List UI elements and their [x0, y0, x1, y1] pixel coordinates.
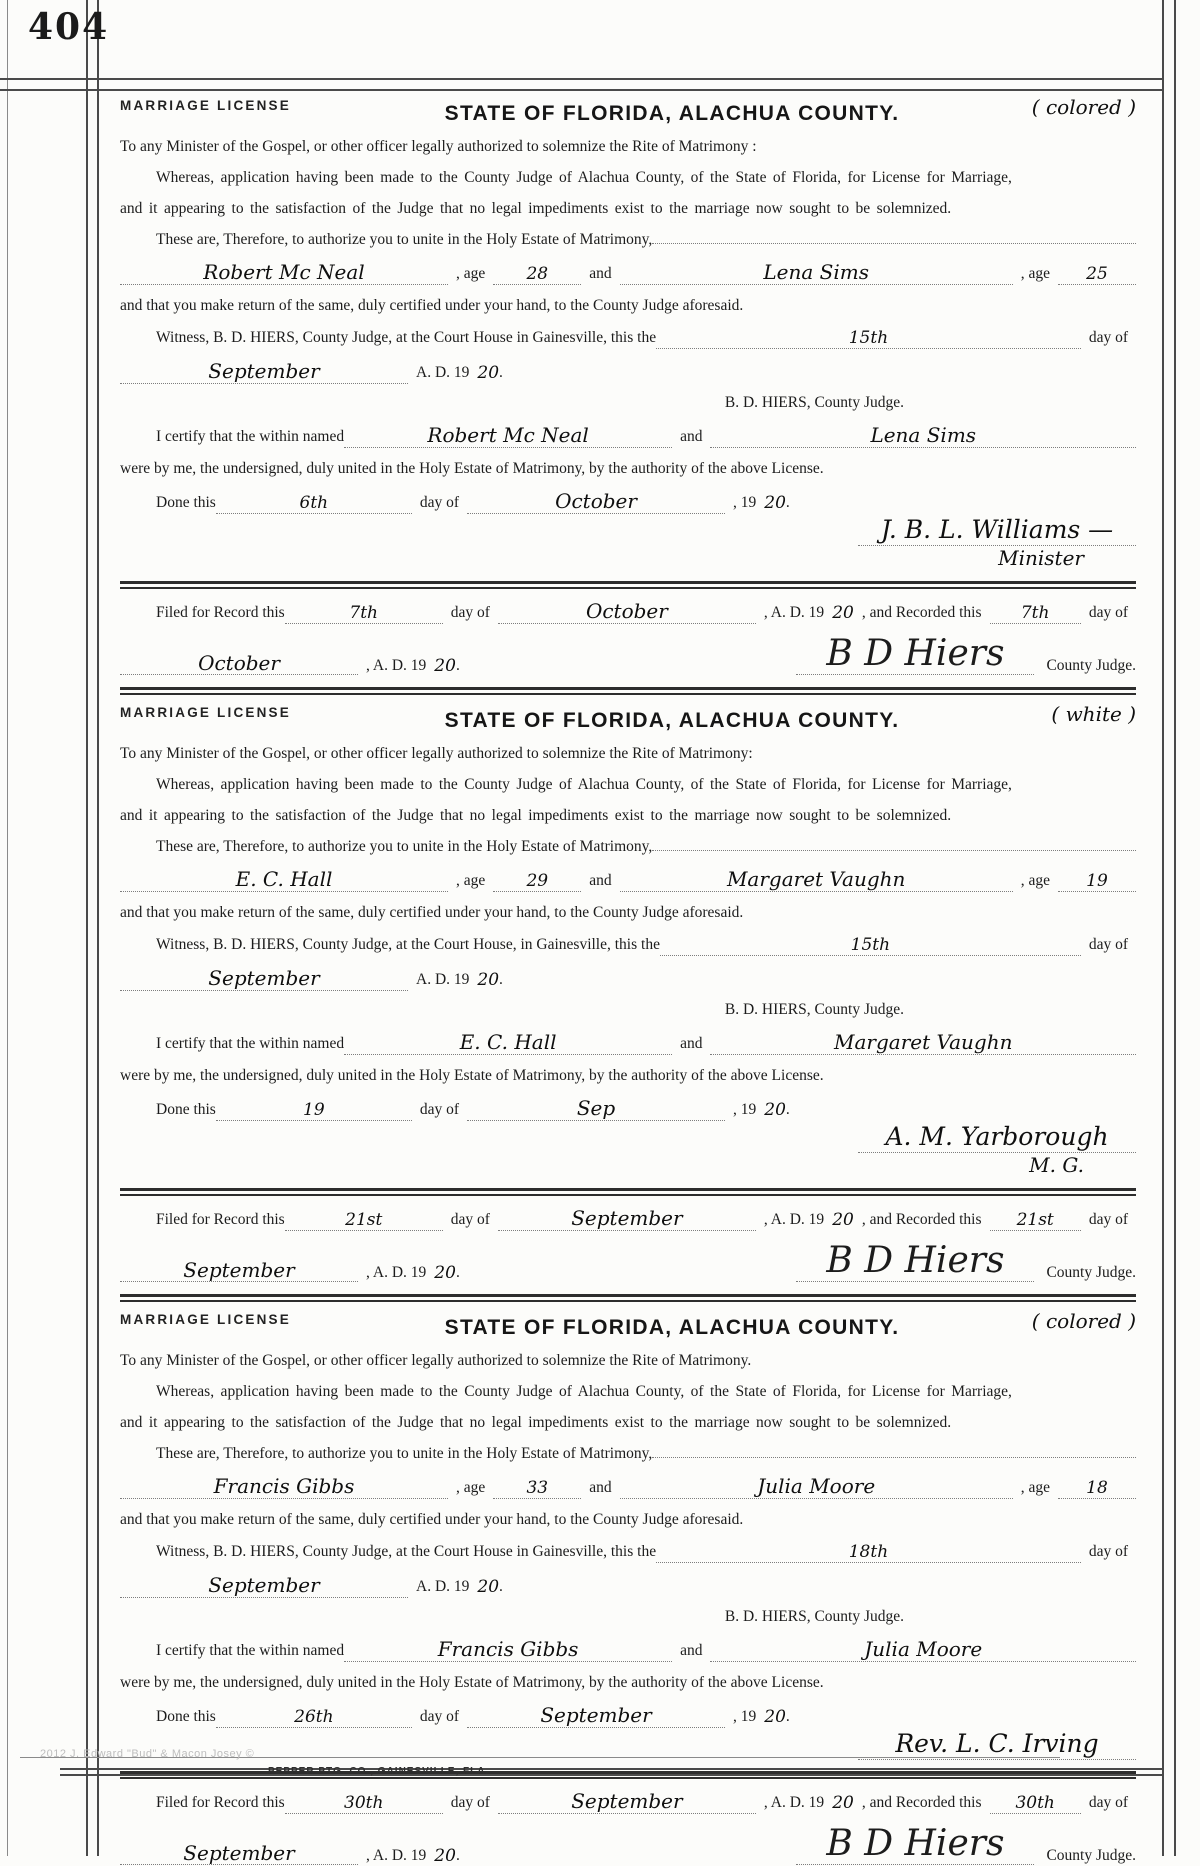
done-year: 20	[764, 1100, 786, 1120]
recorded-month-field	[120, 1259, 358, 1282]
age-label: , age	[1020, 265, 1050, 282]
done-day-field	[216, 492, 412, 514]
groom-name: Robert Mc Neal	[203, 260, 365, 284]
day-of-label: day of	[450, 1211, 490, 1228]
bride-age-field	[1058, 263, 1136, 285]
united-line: were by me, the undersigned, duly united in the Holy Estate of Matrimony, by the authority of the above License.	[120, 460, 824, 477]
recorded-day-field	[990, 602, 1081, 624]
certified-bride: Lena Sims	[870, 423, 977, 447]
page-edge-rule	[7, 0, 8, 1856]
groom-name: Francis Gibbs	[213, 1474, 355, 1498]
day-of-label: day of	[1088, 329, 1128, 346]
certified-groom: Francis Gibbs	[437, 1637, 579, 1661]
ad19-label: A. D. 19	[416, 364, 470, 381]
comma19-label: , 19	[733, 494, 757, 511]
recorded-month: September	[183, 1841, 295, 1865]
authorize-rule-fill	[652, 1457, 1136, 1458]
witness-day-field	[656, 1541, 1081, 1563]
united-line: were by me, the undersigned, duly united in the Holy Estate of Matrimony, by the authority of the above License.	[120, 1674, 824, 1691]
period: .	[455, 1264, 460, 1281]
witness-month: September	[208, 1573, 320, 1597]
done-day: 26th	[294, 1707, 334, 1727]
certified-bride-field	[710, 1638, 1136, 1662]
officiant-signature-block	[120, 514, 1136, 569]
bride-age-field	[1058, 870, 1136, 892]
officiant-signature: Rev. L. C. Irving	[858, 1729, 1136, 1760]
witness-day-field	[656, 327, 1081, 349]
period: .	[785, 1708, 790, 1725]
filed-day-field	[285, 602, 443, 624]
groom-age-field	[493, 263, 581, 285]
race-annotation: ( colored )	[1031, 1309, 1136, 1333]
bride-age: 25	[1086, 264, 1108, 284]
archive-watermark: 2012 J. Edward "Bud" & Macon Josey ©	[40, 1748, 255, 1760]
judge-signature-block	[796, 1241, 1136, 1282]
day-of-label: day of	[419, 494, 460, 511]
printer-imprint: PEPPER PTG. CO., GAINESVILLE, FLA.	[268, 1766, 490, 1777]
done-day: 19	[303, 1100, 325, 1120]
names-line	[120, 261, 1136, 285]
bride-age: 19	[1086, 871, 1108, 891]
witness-month: September	[208, 966, 320, 990]
groom-name: E. C. Hall	[235, 867, 333, 891]
certified-bride-field	[710, 1031, 1136, 1055]
bride-name-field	[620, 261, 1013, 285]
bride-age-field	[1058, 1477, 1136, 1499]
period: .	[499, 971, 503, 988]
comma19-label: , 19	[733, 1708, 757, 1725]
judge-signature: B D Hiers	[796, 1241, 1034, 1282]
judge-attestation: B. D. HIERS, County Judge.	[724, 394, 904, 411]
day-of-label: day of	[1088, 936, 1128, 953]
bride-name: Julia Moore	[757, 1474, 876, 1498]
done-label: Done this	[156, 1101, 216, 1118]
filed-month: October	[585, 599, 668, 623]
recorded-day: 30th	[1015, 1793, 1055, 1813]
judge-signature: B D Hiers	[796, 634, 1034, 675]
record-end-rule	[120, 1294, 1136, 1302]
certified-groom-field	[344, 1638, 672, 1662]
filed-month: September	[571, 1789, 683, 1813]
day-of-label: day of	[450, 604, 490, 621]
witness-month-field	[120, 967, 408, 991]
filed-label: Filed for Record this	[156, 604, 285, 621]
and-label: and	[680, 428, 703, 445]
ad19-label: A. D. 19	[416, 971, 470, 988]
day-of-label: day of	[1088, 1211, 1128, 1228]
age-label: , age	[456, 872, 486, 889]
done-month-field	[467, 490, 725, 514]
and-label: and	[680, 1642, 703, 1659]
filed-month: September	[571, 1206, 683, 1230]
witness-line: Witness, B. D. HIERS, County Judge, at the Court House in Gainesville, this the	[156, 1543, 657, 1560]
filed-day-field	[285, 1209, 443, 1231]
day-of-label: day of	[1088, 1794, 1128, 1811]
comma19-label: , 19	[733, 1101, 757, 1118]
officiant-title: Minister	[998, 546, 1084, 570]
witness-day-field	[660, 934, 1081, 956]
comma-ad19-label: , A. D. 19	[366, 657, 427, 674]
filed-day: 21st	[345, 1210, 383, 1230]
day-of-label: day of	[450, 1794, 490, 1811]
county-judge-label: County Judge.	[1046, 1847, 1136, 1864]
and-label: and	[589, 872, 612, 889]
done-day: 6th	[299, 493, 329, 513]
groom-age: 29	[526, 871, 549, 891]
return-line: and that you make return of the same, duly certified under your hand, to the County Judge aforesaid.	[120, 297, 744, 314]
return-line: and that you make return of the same, duly certified under your hand, to the County Judge aforesaid.	[120, 904, 744, 921]
certified-groom: Robert Mc Neal	[427, 423, 589, 447]
certified-groom-field	[344, 424, 672, 448]
officiant-title: M. G.	[1029, 1153, 1084, 1177]
authorize-rule-fill	[652, 243, 1136, 244]
done-month: October	[555, 489, 637, 513]
certify-line: I certify that the within named	[156, 1035, 345, 1052]
done-day-field	[216, 1706, 412, 1728]
day-of-label: day of	[1088, 604, 1128, 621]
authorize-line: These are, Therefore, to authorize you to unite in the Holy Estate of Matrimony,	[156, 1445, 653, 1462]
groom-name-field	[120, 1475, 448, 1499]
record-header	[120, 701, 1136, 733]
filed-month-field	[498, 600, 756, 624]
bride-name-field	[620, 868, 1013, 892]
groom-age: 33	[526, 1478, 549, 1498]
bride-name: Lena Sims	[763, 260, 869, 284]
appearing-line: and it appearing to the satisfaction of the Judge that no legal impediments exist to the marriage now sought to be solemnized.	[120, 200, 952, 217]
certify-line: I certify that the within named	[156, 428, 345, 445]
groom-age-field	[493, 870, 581, 892]
day-of-label: day of	[1088, 1543, 1128, 1560]
race-annotation: ( white )	[1051, 702, 1136, 726]
authorize-line: These are, Therefore, to authorize you to unite in the Holy Estate of Matrimony,	[156, 231, 653, 248]
witness-month-field	[120, 1574, 408, 1598]
names-line	[120, 1475, 1136, 1499]
form-heading: STATE OF FLORIDA, ALACHUA COUNTY.	[444, 709, 900, 732]
section-divider-rule	[120, 1188, 1136, 1196]
form-label: MARRIAGE LICENSE	[120, 1312, 291, 1327]
certified-groom: E. C. Hall	[459, 1030, 557, 1054]
and-label: and	[589, 1479, 612, 1496]
filed-day-field	[285, 1792, 443, 1814]
age-label: , age	[456, 265, 486, 282]
filed-year: 20	[832, 1210, 854, 1230]
done-month-field	[467, 1704, 725, 1728]
done-year: 20	[764, 1707, 786, 1727]
age-label: , age	[1020, 1479, 1050, 1496]
witness-day: 15th	[850, 935, 891, 955]
certify-line: I certify that the within named	[156, 1642, 345, 1659]
certified-bride-field	[710, 424, 1136, 448]
judge-signature-block	[796, 634, 1136, 675]
recorded-month: September	[183, 1258, 295, 1282]
bride-name: Margaret Vaughn	[726, 867, 906, 891]
groom-name-field	[120, 261, 448, 285]
officiant-signature: J. B. L. Williams —	[858, 515, 1136, 546]
comma-ad19-label: , A. D. 19	[763, 1794, 825, 1811]
witness-line: Witness, B. D. HIERS, County Judge, at the Court House, in Gainesville, this the	[156, 936, 660, 953]
whereas-line: Whereas, application having been made to the County Judge of Alachua County, of the State of Florida, for License for Marriage,	[156, 1383, 1012, 1400]
comma-ad19-label: , A. D. 19	[366, 1847, 427, 1864]
names-line	[120, 868, 1136, 892]
witness-year: 20	[477, 1577, 500, 1597]
whereas-line: Whereas, application having been made to the County Judge of Alachua County, of the State of Florida, for License for Marriage,	[156, 169, 1012, 186]
period: .	[455, 1847, 460, 1864]
authorize-rule-fill	[652, 850, 1136, 851]
certified-bride: Julia Moore	[864, 1637, 983, 1661]
addressee-line: To any Minister of the Gospel, or other officer legally authorized to solemnize the Rite of Matrimony.	[120, 1352, 752, 1369]
county-judge-label: County Judge.	[1046, 657, 1136, 674]
ledger-page-content	[120, 88, 1136, 1865]
left-margin-rule-outer	[86, 0, 88, 1856]
witness-day: 18th	[848, 1542, 889, 1562]
certified-bride: Margaret Vaughn	[834, 1030, 1013, 1054]
section-divider-rule	[120, 581, 1136, 589]
filed-label: Filed for Record this	[156, 1211, 285, 1228]
recorded-day: 7th	[1020, 603, 1050, 623]
county-judge-label: County Judge.	[1046, 1264, 1136, 1281]
comma-ad19-label: , A. D. 19	[763, 1211, 825, 1228]
day-of-label: day of	[419, 1101, 460, 1118]
filed-label: Filed for Record this	[156, 1794, 285, 1811]
judge-signature: B D Hiers	[796, 1824, 1034, 1865]
recorded-month-field	[120, 652, 358, 675]
filed-day: 30th	[344, 1793, 384, 1813]
record-end-rule	[120, 687, 1136, 695]
judge-attestation: B. D. HIERS, County Judge.	[724, 1001, 904, 1018]
record-header	[120, 94, 1136, 126]
and-recorded-label: , and Recorded this	[861, 604, 982, 621]
period: .	[785, 1101, 790, 1118]
form-heading: STATE OF FLORIDA, ALACHUA COUNTY.	[444, 102, 900, 125]
race-annotation: ( colored )	[1031, 95, 1136, 119]
comma-ad19-label: , A. D. 19	[763, 604, 825, 621]
recorded-month: October	[198, 651, 280, 675]
marriage-license-record-2	[120, 701, 1136, 1302]
judge-attestation: B. D. HIERS, County Judge.	[724, 1608, 904, 1625]
done-label: Done this	[156, 1708, 216, 1725]
authorize-line: These are, Therefore, to authorize you to unite in the Holy Estate of Matrimony,	[156, 838, 653, 855]
period: .	[785, 494, 790, 511]
return-line: and that you make return of the same, duly certified under your hand, to the County Judge aforesaid.	[120, 1511, 744, 1528]
recorded-year: 20	[434, 1846, 456, 1866]
witness-line: Witness, B. D. HIERS, County Judge, at the Court House in Gainesville, this the	[156, 329, 657, 346]
form-label: MARRIAGE LICENSE	[120, 705, 291, 720]
right-margin-rule-outer	[1174, 0, 1176, 1856]
period: .	[455, 657, 460, 674]
united-line: were by me, the undersigned, duly united in the Holy Estate of Matrimony, by the authority of the above License.	[120, 1067, 824, 1084]
top-header-rule-1	[0, 78, 1162, 80]
judge-signature-block	[796, 1824, 1136, 1865]
record-header	[120, 1308, 1136, 1340]
appearing-line: and it appearing to the satisfaction of the Judge that no legal impediments exist to the marriage now sought to be solemnized.	[120, 807, 952, 824]
officiant-signature-block	[120, 1728, 1136, 1759]
done-label: Done this	[156, 494, 216, 511]
age-label: , age	[456, 1479, 486, 1496]
done-month: September	[540, 1703, 652, 1727]
recorded-day-field	[990, 1792, 1081, 1814]
addressee-line: To any Minister of the Gospel, or other officer legally authorized to solemnize the Rite of Matrimony:	[120, 745, 753, 762]
marriage-license-record-1	[120, 94, 1136, 695]
witness-month-field	[120, 360, 408, 384]
officiant-signature-block	[120, 1121, 1136, 1176]
age-label: , age	[1020, 872, 1050, 889]
done-month-field	[467, 1097, 725, 1121]
marriage-license-record-3	[120, 1308, 1136, 1865]
filed-day: 7th	[349, 603, 379, 623]
left-margin-rule-inner	[97, 0, 99, 1856]
ad19-label: A. D. 19	[416, 1578, 470, 1595]
filed-month-field	[498, 1207, 756, 1231]
groom-age: 28	[526, 264, 549, 284]
period: .	[499, 364, 503, 381]
recorded-year: 20	[434, 1263, 456, 1283]
done-day-field	[216, 1099, 412, 1121]
done-year: 20	[764, 493, 786, 513]
groom-age-field	[493, 1477, 581, 1499]
period: .	[499, 1578, 503, 1595]
recorded-day-field	[990, 1209, 1081, 1231]
witness-year: 20	[477, 970, 500, 990]
recorded-day: 21st	[1016, 1210, 1054, 1230]
form-label: MARRIAGE LICENSE	[120, 98, 291, 113]
done-month: Sep	[576, 1096, 616, 1120]
appearing-line: and it appearing to the satisfaction of the Judge that no legal impediments exist to the marriage now sought to be solemnized.	[120, 1414, 952, 1431]
page-number: 404	[28, 6, 110, 48]
witness-month: September	[208, 359, 320, 383]
right-margin-rule-inner	[1162, 0, 1164, 1856]
recorded-year: 20	[434, 656, 456, 676]
certified-groom-field	[344, 1031, 672, 1055]
and-label: and	[589, 265, 612, 282]
and-label: and	[680, 1035, 703, 1052]
officiant-signature: A. M. Yarborough	[858, 1122, 1136, 1153]
and-recorded-label: , and Recorded this	[861, 1794, 982, 1811]
witness-year: 20	[477, 363, 500, 383]
whereas-line: Whereas, application having been made to the County Judge of Alachua County, of the State of Florida, for License for Marriage,	[156, 776, 1012, 793]
addressee-line: To any Minister of the Gospel, or other officer legally authorized to solemnize the Rite of Matrimony :	[120, 138, 757, 155]
bride-name-field	[620, 1475, 1013, 1499]
groom-name-field	[120, 868, 448, 892]
bride-age: 18	[1086, 1478, 1108, 1498]
filed-year: 20	[832, 1793, 854, 1813]
witness-day: 15th	[848, 328, 889, 348]
recorded-month-field	[120, 1842, 358, 1865]
comma-ad19-label: , A. D. 19	[366, 1264, 427, 1281]
filed-month-field	[498, 1790, 756, 1814]
filed-year: 20	[832, 603, 854, 623]
and-recorded-label: , and Recorded this	[861, 1211, 982, 1228]
day-of-label: day of	[419, 1708, 460, 1725]
form-heading: STATE OF FLORIDA, ALACHUA COUNTY.	[444, 1316, 900, 1339]
